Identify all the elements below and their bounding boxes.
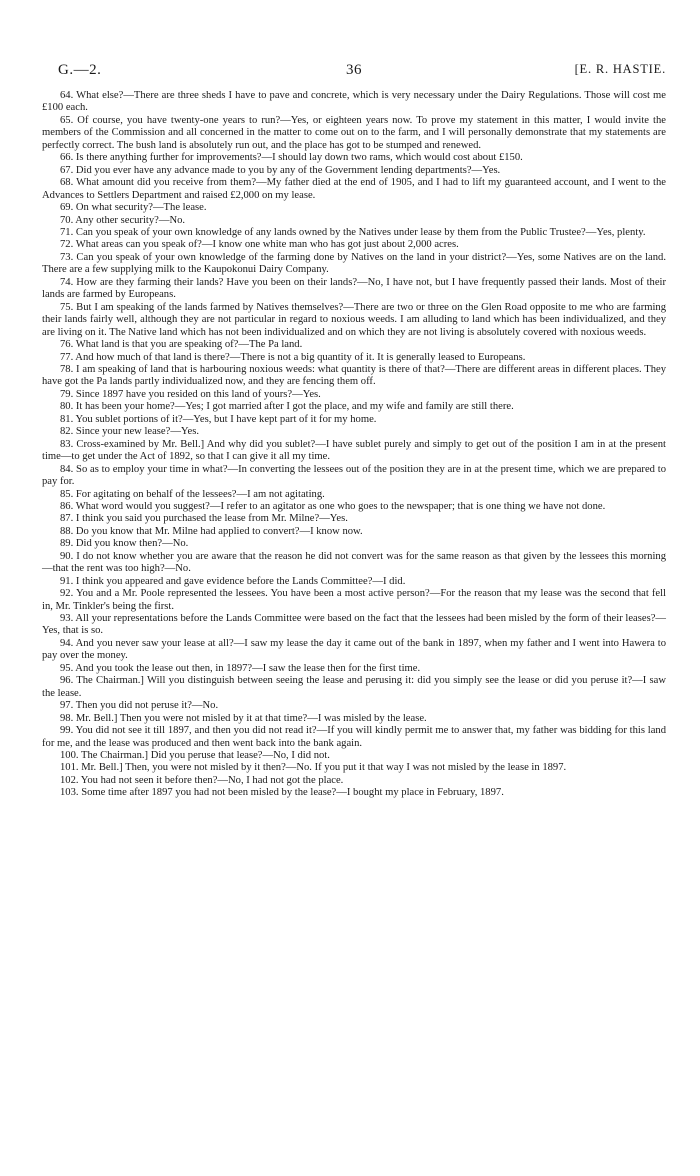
question-74: 74. How are they farming their lands? Have you been on their lands?—No, I have not, but I have frequently passed their lands. Most of their lands are farmed by Europeans. (42, 276, 666, 301)
question-78: 78. I am speaking of land that is harbouring noxious weeds: what quantity is there of that?—There are different areas in different places. They have got the Pa lands partly individualized now, and they are fencing them off. (42, 363, 666, 388)
question-90: 90. I do not know whether you are aware that the reason he did not convert was for the same reason as that given by the lessees this morning—that the rent was too high?—No. (42, 550, 666, 575)
question-83: 83. Cross-examined by Mr. Bell.] And why did you sublet?—I have sublet purely and simply to get out of the position I am in at the present time—to get under the Act of 1892, so that I can give it all my time. (42, 438, 666, 463)
question-93: 93. All your representations before the Lands Committee were based on the fact that the lessees had been misled by the form of their leases?—Yes, that is so. (42, 613, 666, 637)
question-64: 64. What else?—There are three sheds I have to pave and concrete, which is very necessary under the Dairy Regulations. Those will cost me £100 each. (42, 90, 666, 114)
question-73: 73. Can you speak of your own knowledge of the farming done by Natives on the land in your district?—Yes, some Natives are on the land. There are a few supplying milk to the Kaupokonui Dairy Company. (42, 251, 666, 276)
question-99: 99. You did not see it till 1897, and then you did not read it?—If you will kindly permit me to answer that, my father was bidding for this land for me, and the lease was produced and then went back into the bank again. (42, 725, 666, 749)
testimony-body (42, 90, 666, 800)
question-69: 69. On what security?—The lease. (60, 202, 207, 214)
question-95: 95. And you took the lease out then, in 1897?—I saw the lease then for the first time. (60, 662, 421, 674)
question-87: 87. I think you said you purchased the lease from Mr. Milne?—Yes. (60, 513, 348, 525)
question-91: 91. I think you appeared and gave evidence before the Lands Committee?—I did. (60, 575, 406, 587)
question-84: 84. So as to employ your time in what?—In converting the lessees out of the position they are in at the present time, which we are prepared to pay for. (42, 463, 666, 488)
page-number: 36 (346, 62, 362, 78)
question-92: 92. You and a Mr. Poole represented the lessees. You have been a most active person?—For the reason that my lease was the second that fell in, Mr. Tinkler's being the first. (42, 588, 666, 612)
paper-reference: G.—2. (58, 62, 102, 78)
question-98: 98. Mr. Bell.] Then you were not misled by it at that time?—I was misled by the lease. (60, 712, 427, 724)
question-85: 85. For agitating on behalf of the lessees?—I am not agitating. (60, 488, 325, 500)
question-82: 82. Since your new lease?—Yes. (60, 426, 199, 438)
question-79: 79. Since 1897 have you resided on this land of yours?—Yes. (60, 388, 321, 400)
question-66: 66. Is there anything further for improvements?—I should lay down two rams, which would cost about £150. (60, 152, 523, 164)
question-67: 67. Did you ever have any advance made to you by any of the Government lending departments?—Yes. (60, 164, 501, 176)
question-70: 70. Any other security?—No. (60, 214, 186, 226)
question-72: 72. What areas can you speak of?—I know one white man who has got just about 2,000 acres. (60, 239, 459, 251)
question-100: 100. The Chairman.] Did you peruse that lease?—No, I did not. (60, 750, 330, 762)
question-86: 86. What word would you suggest?—I refer to an agitator as one who goes to the newspaper; that is one thing we have not done. (60, 500, 606, 512)
page-header (42, 62, 666, 84)
question-88: 88. Do you know that Mr. Milne had applied to convert?—I know now. (60, 525, 363, 537)
question-65: 65. Of course, you have twenty-one years to run?—Yes, or eighteen years now. To prove my statement in this matter, I would invite the members of the Commission and all concerned in the matter to come out on to the farm, and I will personally demonstrate that my statements are perfectly correct. The bush land is absolutely run out, and the place has got to be stumped and renewed. (42, 114, 666, 151)
question-89: 89. Did you know then?—No. (60, 538, 189, 550)
question-103: 103. Some time after 1897 you had not been misled by the lease?—I bought my place in February, 1897. (60, 787, 504, 799)
question-80: 80. It has been your home?—Yes; I got married after I got the place, and my wife and family are still there. (60, 401, 514, 413)
question-75: 75. But I am speaking of the lands farmed by Natives themselves?—There are two or three on the Glen Road opposite to me who are farming their lands fairly well, although they are not particular in regard to noxious weeds. I am alluding to land which has been individualized, and they are living on it. The Native land which has not been individualized and on which they are not living is absolutely covered with noxious weeds. (42, 301, 666, 338)
question-76: 76. What land is that you are speaking of?—The Pa land. (60, 339, 303, 351)
question-81: 81. You sublet portions of it?—Yes, but I have kept part of it for my home. (60, 413, 377, 425)
witness-name: [E. R. HASTIE. (574, 62, 666, 76)
question-94: 94. And you never saw your lease at all?—I saw my lease the day it came out of the bank in 1897, when my father and I went into Hawera to pay over the money. (42, 637, 666, 662)
question-71: 71. Can you speak of your own knowledge of any lands owned by the Natives under lease by them from the Public Trustee?—Yes, plenty. (60, 226, 646, 238)
question-96: 96. The Chairman.] Will you distinguish between seeing the lease and perusing it: did you simply see the lease or did you peruse it?—I saw the lease. (42, 675, 666, 699)
question-102: 102. You had not seen it before then?—No, I had not got the place. (60, 774, 344, 786)
question-68: 68. What amount did you receive from them?—My father died at the end of 1905, and I had to lift my guaranteed account, and I went to the Advances to Settlers Department and raised £2,000 on my lease. (42, 177, 666, 201)
question-101: 101. Mr. Bell.] Then, you were not misled by it then?—No. If you put it that way I was not misled by the lease in 1897. (60, 762, 567, 774)
question-77: 77. And how much of that land is there?—There is not a big quantity of it. It is generally leased to Europeans. (60, 351, 526, 363)
question-97: 97. Then you did not peruse it?—No. (60, 700, 219, 712)
